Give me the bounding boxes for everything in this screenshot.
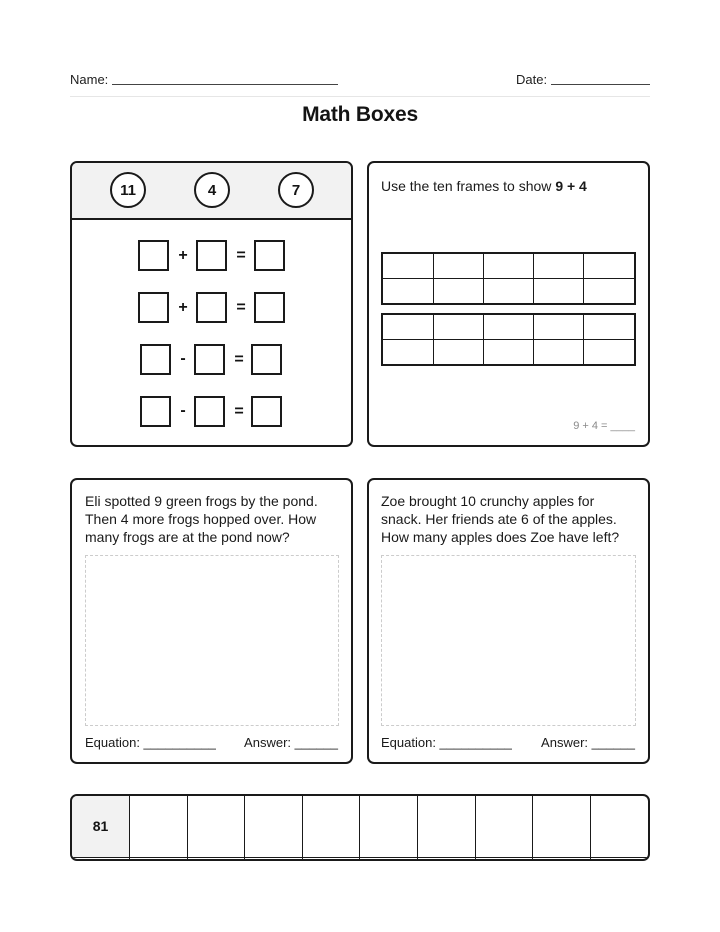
- ten-frame-cell[interactable]: [433, 254, 483, 279]
- plus-sign: +: [178, 299, 188, 316]
- ten-frame-cell[interactable]: [584, 340, 634, 365]
- ten-frame-cell[interactable]: [483, 340, 533, 365]
- word-problem-text: Eli spotted 9 green frogs by the pond. Then 4 more frogs hopped over. How many frogs are at the pond now?: [85, 493, 318, 545]
- number-circle: 11: [110, 172, 146, 208]
- grid-cell[interactable]: [475, 796, 533, 857]
- answer-box[interactable]: [251, 396, 282, 427]
- grid-cell[interactable]: [418, 857, 476, 859]
- equation-label: Equation: __________: [85, 735, 216, 750]
- grid-cell[interactable]: [187, 857, 245, 859]
- page-title: Math Boxes: [302, 103, 418, 126]
- answer-box[interactable]: [251, 344, 282, 375]
- ten-frame-cell[interactable]: [483, 315, 533, 340]
- grid-cell[interactable]: [590, 796, 648, 857]
- answer-box[interactable]: [138, 292, 169, 323]
- number-circle: 4: [194, 172, 230, 208]
- date-label: Date:: [516, 72, 548, 87]
- grid-cell[interactable]: [130, 857, 188, 859]
- answer-box[interactable]: [140, 344, 171, 375]
- work-area[interactable]: [381, 555, 636, 726]
- ten-frame-cell[interactable]: [584, 315, 634, 340]
- grid-cell[interactable]: [418, 796, 476, 857]
- ten-frame: [381, 252, 636, 305]
- work-area[interactable]: [85, 555, 339, 726]
- ten-frame-cell[interactable]: [584, 254, 634, 279]
- minus-sign: -: [180, 402, 186, 419]
- grid-cell[interactable]: [360, 796, 418, 857]
- grid-start-number: 81: [72, 796, 130, 857]
- answer-label: Answer: ______: [244, 735, 338, 750]
- ten-frame-cell[interactable]: [534, 254, 584, 279]
- grid-cell[interactable]: [187, 796, 245, 857]
- grid-cell[interactable]: [302, 857, 360, 859]
- ten-frame-cell[interactable]: [534, 315, 584, 340]
- word-problem-box-2: [367, 478, 650, 764]
- equals-sign: =: [234, 403, 244, 420]
- grid-cell[interactable]: [245, 796, 303, 857]
- ten-frame-cell[interactable]: [534, 340, 584, 365]
- word-problem-box-1: [70, 478, 353, 764]
- ten-frame-cell[interactable]: [383, 254, 433, 279]
- answer-box[interactable]: [196, 292, 227, 323]
- grid-cell[interactable]: [245, 857, 303, 859]
- instruction-expression: 9 + 4: [555, 178, 587, 194]
- answer-box[interactable]: [138, 240, 169, 271]
- ten-frame-cell[interactable]: [433, 340, 483, 365]
- grid-cell[interactable]: [590, 857, 648, 859]
- answer-box[interactable]: [194, 344, 225, 375]
- minus-sign: -: [180, 350, 186, 367]
- grid-cell[interactable]: [302, 796, 360, 857]
- grid-cell[interactable]: [533, 857, 591, 859]
- name-field[interactable]: [112, 84, 338, 85]
- date-field[interactable]: [551, 84, 650, 85]
- answer-box[interactable]: [194, 396, 225, 427]
- number-circle: 7: [278, 172, 314, 208]
- ten-frame: [381, 313, 636, 366]
- word-problem-text: Zoe brought 10 crunchy apples for snack. Her friends ate 6 of the apples. How many apples does Zoe have left?: [381, 493, 620, 545]
- ten-frames-box: [367, 161, 650, 447]
- header-divider: [70, 96, 650, 97]
- number-grid: [70, 794, 650, 861]
- ten-frame-cell[interactable]: [483, 279, 533, 304]
- grid-cell[interactable]: [130, 796, 188, 857]
- ten-frames-answer: 9 + 4 = ____: [573, 420, 635, 432]
- grid-cell[interactable]: [72, 857, 130, 859]
- grid-cell[interactable]: [360, 857, 418, 859]
- grid-cell[interactable]: [533, 796, 591, 857]
- grid-cell[interactable]: [475, 857, 533, 859]
- ten-frame-cell[interactable]: [483, 254, 533, 279]
- ten-frame-cell[interactable]: [584, 279, 634, 304]
- ten-frame-cell[interactable]: [433, 315, 483, 340]
- equals-sign: =: [236, 247, 246, 264]
- answer-box[interactable]: [196, 240, 227, 271]
- ten-frame-cell[interactable]: [383, 279, 433, 304]
- equals-sign: =: [234, 351, 244, 368]
- answer-label: Answer: ______: [541, 735, 635, 750]
- answer-box[interactable]: [254, 292, 285, 323]
- equals-sign: =: [236, 299, 246, 316]
- answer-box[interactable]: [140, 396, 171, 427]
- ten-frame-cell[interactable]: [433, 279, 483, 304]
- equation-label: Equation: __________: [381, 735, 512, 750]
- name-label: Name:: [70, 72, 109, 87]
- ten-frame-cell[interactable]: [383, 315, 433, 340]
- ten-frames-instruction: [381, 177, 587, 195]
- answer-box[interactable]: [254, 240, 285, 271]
- ten-frame-cell[interactable]: [383, 340, 433, 365]
- instruction-text: Use the ten frames to show: [381, 178, 556, 194]
- fact-family-box: [70, 161, 353, 447]
- ten-frame-cell[interactable]: [534, 279, 584, 304]
- plus-sign: +: [178, 247, 188, 264]
